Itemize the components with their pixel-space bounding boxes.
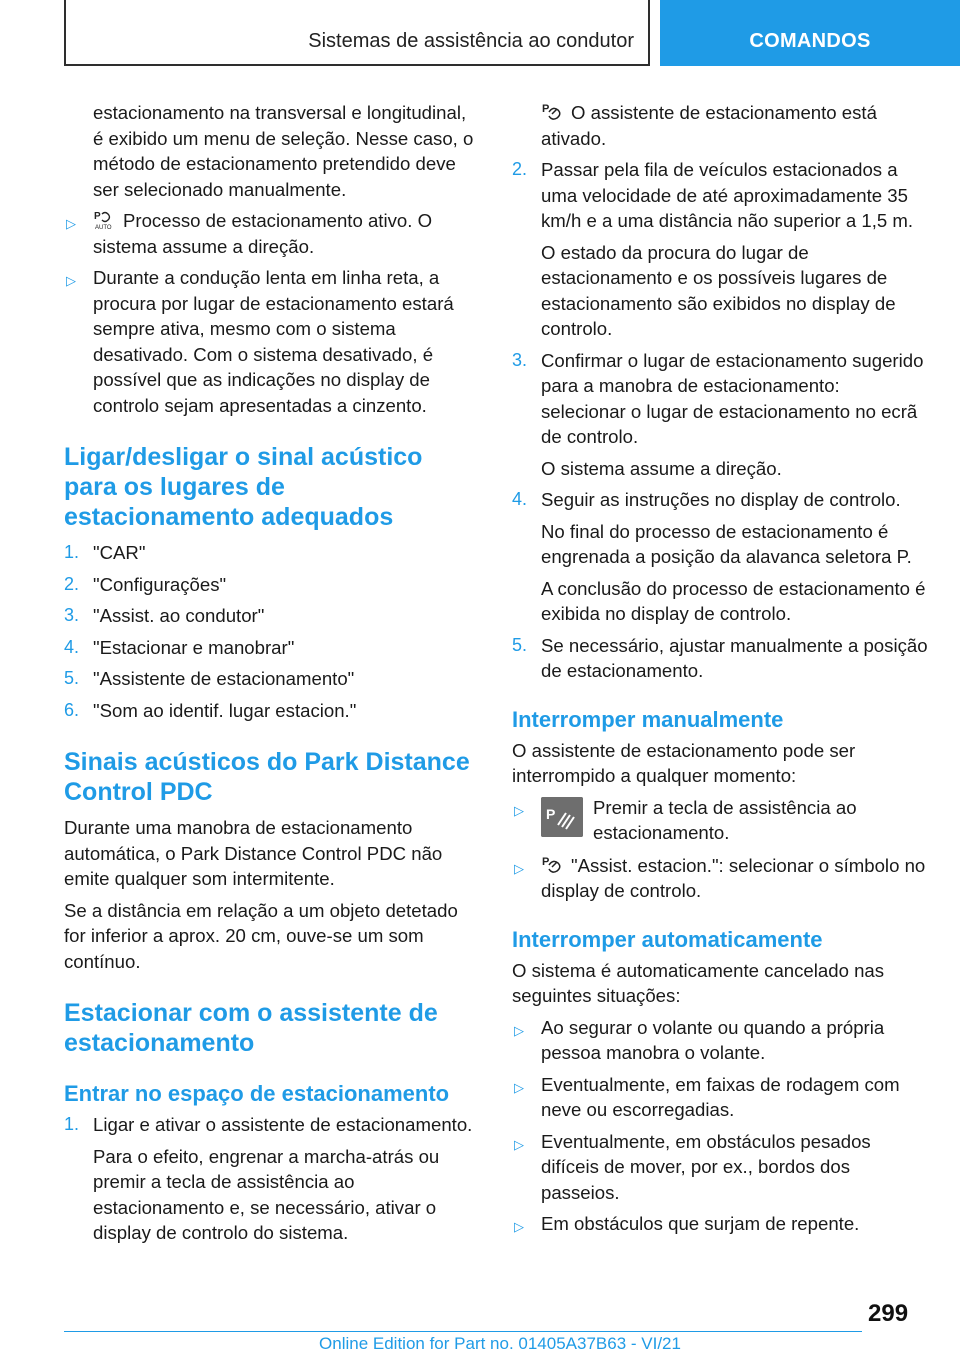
- heading-pdc: Sinais acústicos do Park Distance Control PDC: [64, 748, 470, 806]
- heading-enter-space: Entrar no espaço de estacionamento: [64, 1081, 450, 1106]
- step-detail: No final do processo de estacionamento é engrenada a posição da alavanca seletora P.: [541, 520, 912, 567]
- list-item: 3. Confirmar o lugar de estacionamento sugerido para a manobra de estacionamento: selecionar o lugar de estacionamento no ecrã de controlo.: [512, 349, 924, 447]
- manual-paragraph: O assistente de estacionamento pode ser interrompido a qualquer momento:: [512, 739, 856, 786]
- step-detail: Para o efeito, engrenar a marcha-atrás ou premir a tecla de assistência ao estacionamento e, se necessário, ativar o display de controlo do sistema.: [93, 1145, 440, 1243]
- bullet-triangle-icon: ▷: [514, 1136, 524, 1152]
- heading-park-assistant: Estacionar com o assistente de estacionamento: [64, 999, 438, 1057]
- list-item: ▷ Em obstáculos que surjam de repente.: [512, 1211, 928, 1237]
- list-item: 2. Passar pela fila de veículos estacionados a uma velocidade de até aproximadamente 35 km/h e a uma distância não superior a 1,5 m.: [512, 159, 914, 231]
- park-assist-icon: [541, 855, 563, 875]
- list-item: ▷ P "Assist. estacion.": selecionar o símbolo no display de controlo.: [514, 854, 926, 901]
- list-item: 3. "Assist. ao condutor": [64, 605, 265, 626]
- heading-sound-toggle: Ligar/desligar o sinal acústico para os lugares de estacionamento adequados: [64, 443, 423, 531]
- svg-text:AUTO: AUTO: [95, 225, 112, 230]
- svg-text:P: P: [542, 103, 550, 115]
- bullet-triangle-icon: ▷: [66, 216, 76, 231]
- header-section-box: [64, 0, 650, 66]
- page-number: 299: [868, 1300, 909, 1327]
- park-assist-button-icon: [541, 797, 583, 837]
- intro-paragraph: estacionamento na transversal e longitudinal, é exibido um menu de seleção. Nesse caso, o método de estacionamento pretendido deve ser selecionado manualmente.: [93, 102, 474, 200]
- header-section-title: Sistemas de assistência ao condutor: [308, 30, 634, 52]
- settings-steps-list: [64, 540, 480, 723]
- bullet-triangle-icon: ▷: [514, 1022, 524, 1038]
- svg-text:P: P: [546, 805, 556, 822]
- auto-paragraph: O sistema é automaticamente cancelado nas seguintes situações:: [512, 959, 885, 1006]
- step-detail: A conclusão do processo de estacionamento é exibida no display de controlo.: [541, 577, 926, 624]
- bullet-triangle-icon: ▷: [514, 1079, 524, 1095]
- footer-divider: [64, 1331, 862, 1332]
- heading-auto-interrupt: Interromper automaticamente: [512, 926, 823, 952]
- svg-text:P: P: [94, 211, 101, 222]
- bullet-triangle-icon: ▷: [514, 802, 524, 818]
- step-detail: O estado da procura do lugar de estacionamento e os possíveis lugares de estacionamento são exibidos no display de controlo.: [541, 241, 896, 339]
- list-item: 5. Se necessário, ajustar manualmente a posição de estacionamento.: [512, 634, 928, 681]
- header-chapter-label: COMANDOS: [749, 30, 871, 52]
- list-item: [64, 265, 480, 418]
- pdc-paragraph-1: Durante uma manobra de estacionamento automática, o Park Distance Control PDC não emite qualquer som intermitente.: [64, 817, 443, 889]
- bullet-text: Durante a condução lenta em linha reta, a procura por lugar de estacionamento estará sempre ativa, mesmo com o sistema desativado. Com o sistema desativado, é possível que as indicações no display de controlo sejam apresentadas a cinzento.: [93, 267, 454, 416]
- left-column: [64, 100, 480, 1252]
- svg-text:P: P: [542, 855, 550, 868]
- list-item: ▷ Eventualmente, em faixas de rodagem com neve ou escorregadias.: [514, 1073, 900, 1120]
- list-item: 1. Ligar e ativar o assistente de estacionamento.: [64, 1114, 473, 1135]
- list-item: 5. "Assistente de estacionamento": [64, 668, 355, 689]
- park-assist-icon: [541, 102, 563, 122]
- list-item: [64, 208, 480, 259]
- list-item: ▷ Eventualmente, em obstáculos pesados difíceis de mover, por ex., bordos dos passeios.: [514, 1130, 871, 1203]
- list-item: 4. Seguir as instruções no display de controlo.: [512, 489, 901, 510]
- list-item: 6. "Som ao identif. lugar estacion.": [64, 699, 357, 721]
- bullet-triangle-icon: ▷: [514, 1219, 524, 1234]
- bullet-triangle-icon: ▷: [514, 860, 524, 876]
- list-item: ▷ P Premir a tecla de assistência ao estacionamento.: [514, 796, 857, 843]
- list-item: 2. "Configurações": [64, 573, 227, 595]
- list-item: 4. "Estacionar e manobrar": [64, 636, 295, 658]
- bullet-text: Processo de estacionamento ativo. O sistema assume a direção.: [93, 210, 433, 257]
- list-item: ▷ Ao segurar o volante ou quando a própria pessoa manobra o volante.: [514, 1016, 885, 1063]
- step-detail: O sistema assume a direção.: [541, 457, 782, 479]
- park-assist-auto-icon: [93, 210, 115, 230]
- assistant-active-paragraph: P O assistente de estacionamento está ativado.: [541, 102, 877, 149]
- heading-manual-interrupt: Interromper manualmente: [512, 706, 784, 732]
- footer-edition-text: Online Edition for Part no. 01405A37B63 - VI/21: [319, 1334, 681, 1353]
- pdc-paragraph-2: Se a distância em relação a um objeto detetado for inferior a aprox. 20 cm, ouve-se um som contínuo.: [64, 899, 458, 972]
- right-column: [512, 100, 928, 1243]
- list-item: 1. "CAR": [64, 542, 146, 563]
- bullet-triangle-icon: ▷: [66, 273, 76, 288]
- page-header: [0, 0, 960, 66]
- header-chapter-tab: [660, 0, 960, 66]
